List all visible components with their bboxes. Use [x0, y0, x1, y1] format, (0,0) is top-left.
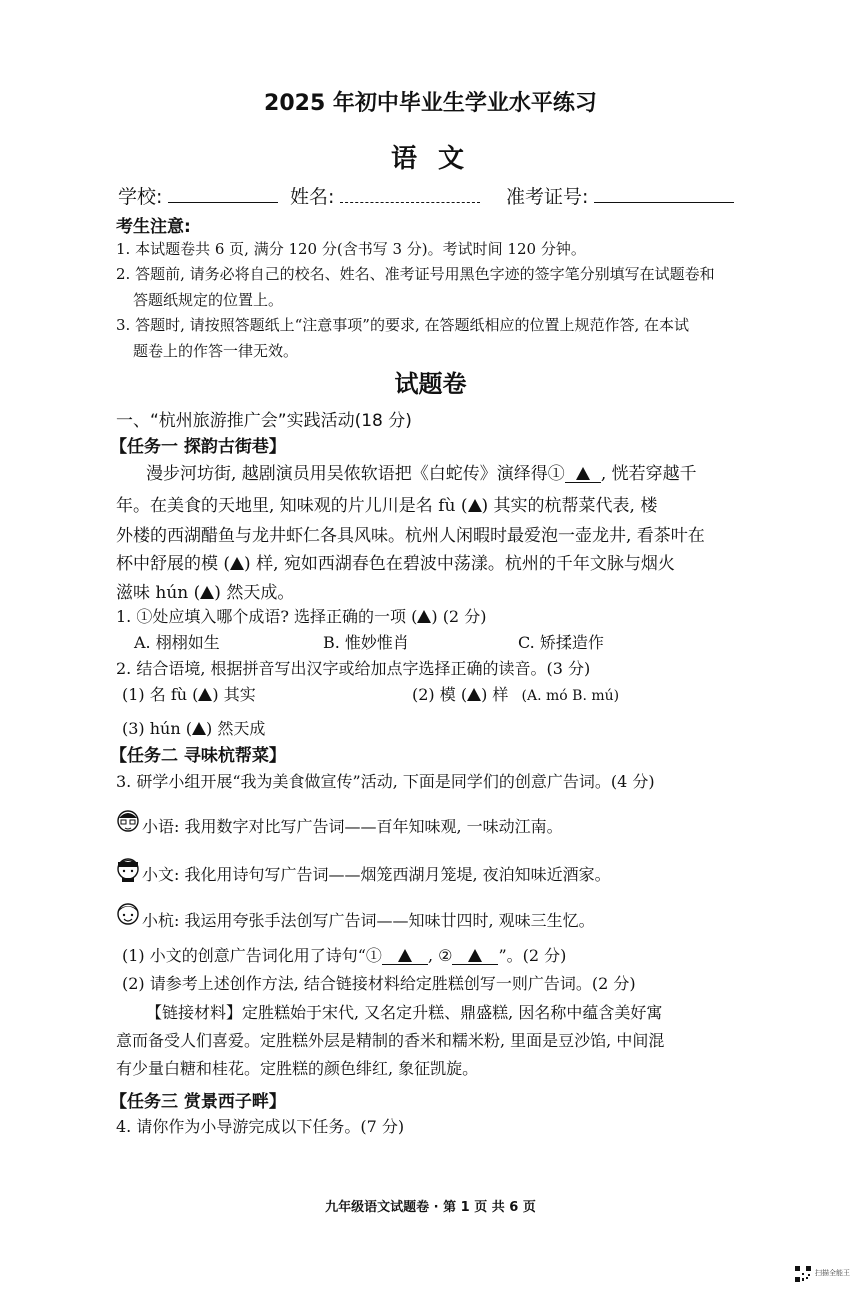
- passage-line-1: 漫步河坊街, 越剧演员用吴侬软语把《白蛇传》演绎得① , 恍若穿越千: [146, 464, 697, 484]
- notice-heading: 考生注意:: [116, 217, 191, 237]
- question-3-2: (2) 请参考上述创作方法, 结合链接材料给定胜糕创写一则广告词。(2 分): [122, 974, 636, 993]
- question-3-1: (1) 小文的创意广告词化用了诗句“① , ② ”。(2 分): [122, 946, 567, 965]
- blank-marker-icon: [198, 688, 212, 701]
- question-3: 3. 研学小组开展“我为美食做宣传”活动, 下面是同学们的创意广告词。(4 分): [116, 772, 655, 791]
- name-label: 姓名:: [290, 186, 335, 208]
- blank-marker-icon: [230, 557, 244, 570]
- avatar-boy-icon: [116, 856, 140, 882]
- speaker-xiaohang: 小杭: 我运用夸张手法创写广告词——知味廿四时, 观味三生忆。: [142, 911, 595, 930]
- qr-code-icon: [795, 1266, 811, 1282]
- blank-marker-icon: [467, 688, 481, 701]
- link-material-2: 意而备受人们喜爱。定胜糕外层是精制的香米和糯米粉, 里面是豆沙馅, 中间混: [116, 1031, 665, 1050]
- link-material-3: 有少量白糖和桂花。定胜糕的颜色绯红, 象征凯旋。: [116, 1059, 479, 1078]
- name-field: [290, 182, 480, 209]
- exam-title: 2025 年初中毕业生学业水平练习: [264, 91, 597, 116]
- school-field: [118, 182, 278, 209]
- page-footer: 九年级语文试题卷 · 第 1 页 共 6 页: [325, 1200, 536, 1215]
- paper-heading: 试题卷: [394, 370, 467, 398]
- question-2-2: (2) 模 ( ) 样 (A. mó B. mú): [412, 685, 620, 704]
- task2-title: 【任务二 寻味杭帮菜】: [110, 746, 286, 766]
- passage-line-3: 外楼的西湖醋鱼与龙井虾仁各具风味。杭州人闲暇时最爱泡一壶龙井, 看茶叶在: [116, 526, 705, 546]
- blank-marker-icon: [417, 610, 431, 623]
- notice-item-3: 3. 答题时, 请按照答题纸上“注意事项”的要求, 在答题纸相应的位置上规范作答, 在本试: [116, 316, 690, 334]
- avatar-smile-icon: [116, 901, 140, 927]
- speaker-row-3: [116, 901, 140, 931]
- notice-item-1: 1. 本试题卷共 6 页, 满分 120 分(含书写 3 分)。考试时间 120 分钟。: [116, 240, 586, 258]
- scanner-badge: [795, 1266, 811, 1286]
- passage-line-5: 滋味 hún ( ) 然天成。: [116, 583, 295, 603]
- question-4: 4. 请你作为小导游完成以下任务。(7 分): [116, 1117, 405, 1136]
- q1-option-c: C. 矫揉造作: [518, 633, 604, 652]
- school-blank: [168, 184, 278, 203]
- school-label: 学校:: [118, 186, 163, 208]
- q1-option-a: A. 栩栩如生: [134, 633, 220, 652]
- name-blank: [340, 184, 480, 203]
- avatar-glasses-icon: [116, 808, 140, 834]
- subject-title: 语 文: [390, 144, 471, 174]
- notice-item-3-cont: 题卷上的作答一律无效。: [133, 342, 299, 360]
- id-blank: [594, 184, 734, 203]
- task3-title: 【任务三 赏景西子畔】: [110, 1092, 286, 1112]
- blank-marker-icon: [200, 586, 214, 599]
- id-field: [506, 182, 734, 209]
- blank-marker-icon: [576, 467, 590, 480]
- passage-line-4: 杯中舒展的模 ( ) 样, 宛如西湖春色在碧波中荡漾。杭州的千年文脉与烟火: [116, 554, 675, 574]
- blank-marker-icon: [468, 949, 482, 962]
- question-2-3: (3) hún ( ) 然天成: [122, 719, 266, 738]
- speaker-row-1: [116, 808, 140, 838]
- speaker-xiaowen: 小文: 我化用诗句写广告词——烟笼西湖月笼堤, 夜泊知味近酒家。: [142, 865, 611, 884]
- blank-marker-icon: [192, 722, 206, 735]
- task1-title: 【任务一 探韵古街巷】: [110, 437, 286, 457]
- scanner-badge-text: 扫描全能王: [815, 1269, 850, 1277]
- blank-marker-icon: [398, 949, 412, 962]
- question-2: 2. 结合语境, 根据拼音写出汉字或给加点字选择正确的读音。(3 分): [116, 659, 591, 678]
- question-1: 1. ①处应填入哪个成语? 选择正确的一项 ( ) (2 分): [116, 607, 487, 626]
- link-material-1: 【链接材料】定胜糕始于宋代, 又名定升糕、鼎盛糕, 因名称中蕴含美好寓: [146, 1003, 663, 1022]
- section-title: 一、“杭州旅游推广会”实践活动(18 分): [116, 411, 412, 431]
- blank-marker-icon: [468, 499, 482, 512]
- passage-line-2: 年。在美食的天地里, 知味观的片儿川是名 fù ( ) 其实的杭帮菜代表, 楼: [116, 496, 658, 516]
- q1-option-b: B. 惟妙惟肖: [323, 633, 409, 652]
- speaker-row-2: [116, 856, 140, 886]
- id-label: 准考证号:: [506, 186, 589, 208]
- question-2-1: (1) 名 fù ( ) 其实: [122, 685, 256, 704]
- speaker-xiaoyu: 小语: 我用数字对比写广告词——百年知味观, 一味动江南。: [142, 817, 563, 836]
- notice-item-2-cont: 答题纸规定的位置上。: [133, 291, 284, 309]
- notice-item-2: 2. 答题前, 请务必将自己的校名、姓名、准考证号用黑色字迹的签字笔分别填写在试题卷和: [116, 265, 715, 283]
